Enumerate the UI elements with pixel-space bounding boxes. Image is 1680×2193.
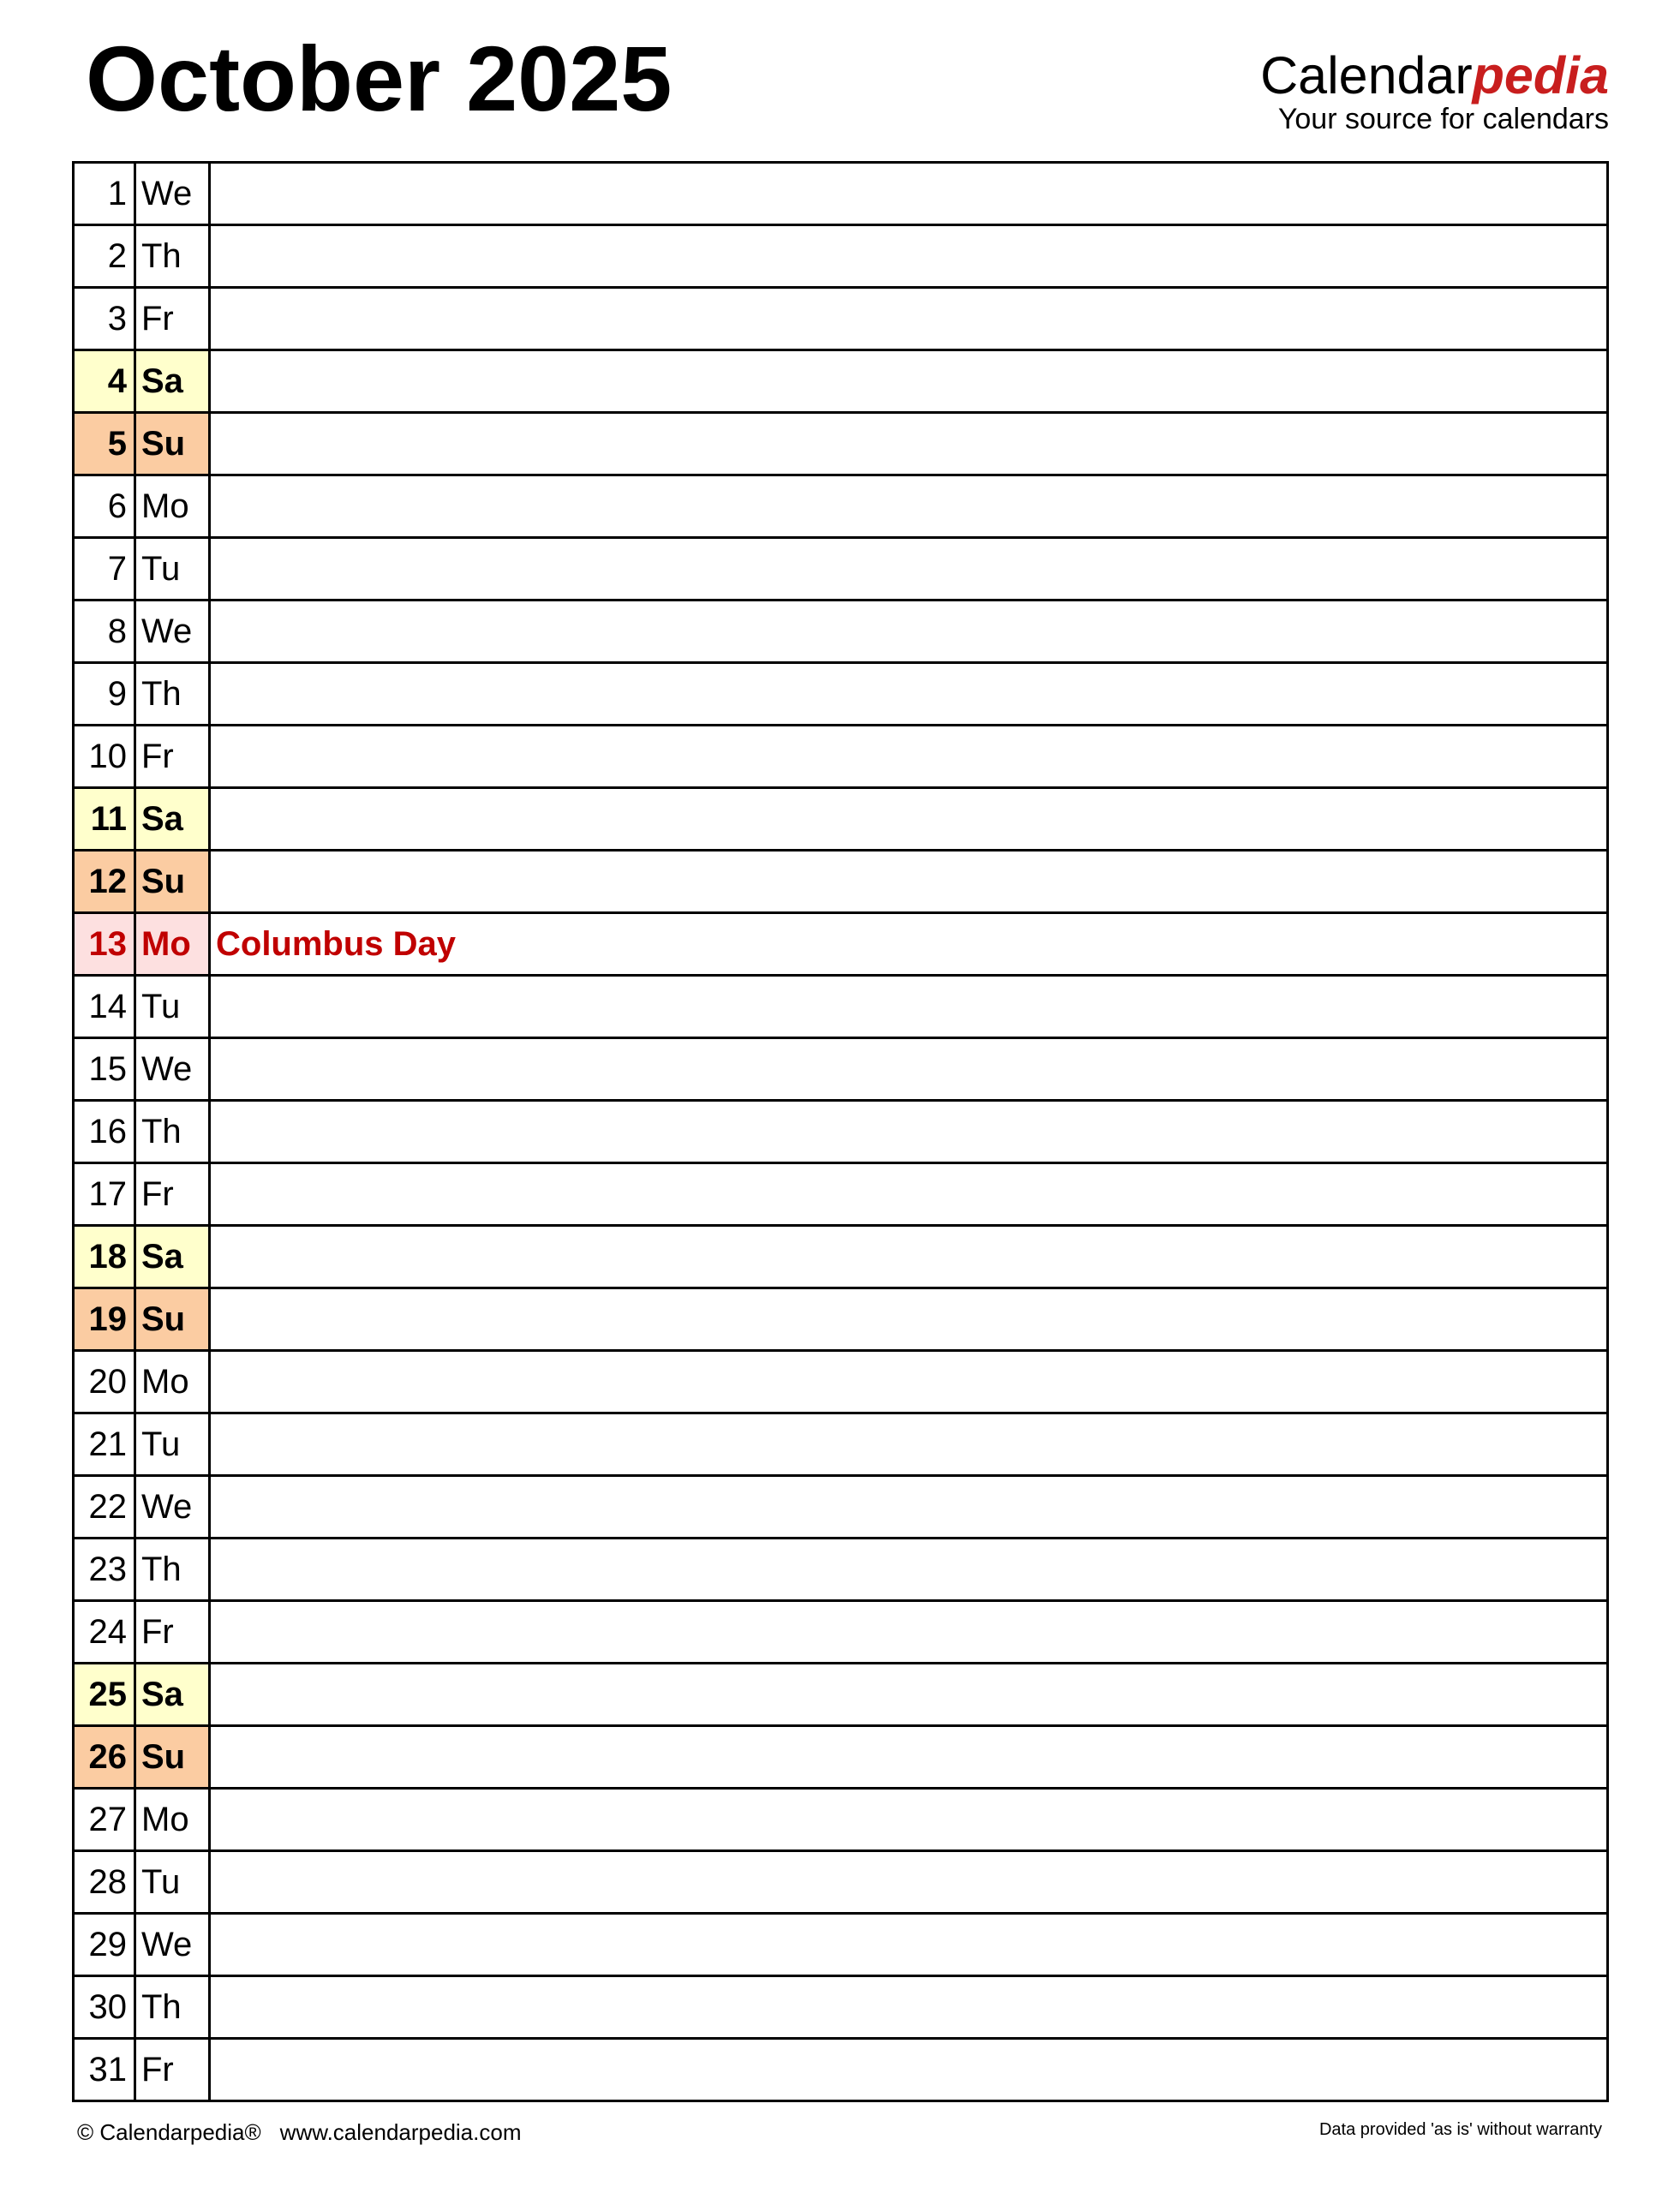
- weekday: Sa: [136, 351, 211, 411]
- footer-disclaimer: Data provided 'as is' without warranty: [1318, 2120, 1602, 2139]
- day-number: 27: [75, 1790, 136, 1849]
- day-number: 12: [75, 852, 136, 911]
- day-number: 21: [75, 1414, 136, 1474]
- day-row: [75, 289, 1606, 351]
- day-number: 8: [75, 601, 136, 661]
- note-cell[interactable]: [211, 1915, 1606, 1975]
- note-cell[interactable]: [211, 1602, 1606, 1662]
- day-number: 28: [75, 1852, 136, 1912]
- day-number: 23: [75, 1539, 136, 1599]
- day-row: [75, 351, 1606, 414]
- calendar-grid: [72, 161, 1609, 2102]
- weekday: Th: [136, 1102, 211, 1162]
- day-row: [75, 476, 1606, 539]
- day-row: [75, 1289, 1606, 1352]
- day-number: 4: [75, 351, 136, 411]
- day-row: [75, 601, 1606, 664]
- footer-left: [77, 2119, 521, 2146]
- day-row: [75, 2040, 1606, 2102]
- day-row: [75, 414, 1606, 476]
- note-cell[interactable]: [211, 1102, 1606, 1162]
- day-number: 18: [75, 1227, 136, 1287]
- day-number: 16: [75, 1102, 136, 1162]
- note-cell[interactable]: [211, 977, 1606, 1037]
- weekday: Fr: [136, 2040, 211, 2100]
- day-row: [75, 1539, 1606, 1602]
- note-cell[interactable]: [211, 1664, 1606, 1724]
- day-row: [75, 1852, 1606, 1915]
- brand-name-accent: pedia: [1472, 46, 1609, 105]
- day-row: [75, 1477, 1606, 1539]
- weekday: Fr: [136, 1602, 211, 1662]
- day-number: 9: [75, 664, 136, 724]
- day-number: 2: [75, 226, 136, 286]
- day-number: 6: [75, 476, 136, 536]
- weekday: Fr: [136, 289, 211, 349]
- note-cell[interactable]: [211, 289, 1606, 349]
- brand-tagline: Your source for calendars: [1277, 103, 1609, 135]
- day-row: [75, 1664, 1606, 1727]
- note-cell[interactable]: [211, 1227, 1606, 1287]
- weekday: Th: [136, 664, 211, 724]
- note-cell[interactable]: [211, 1727, 1606, 1787]
- day-row: [75, 164, 1606, 226]
- day-row: [75, 1352, 1606, 1414]
- note-cell[interactable]: [211, 601, 1606, 661]
- day-row: [75, 914, 1606, 977]
- day-row: [75, 977, 1606, 1039]
- day-number: 7: [75, 539, 136, 599]
- weekday: Su: [136, 1727, 211, 1787]
- day-number: 30: [75, 1977, 136, 2037]
- weekday: Th: [136, 1977, 211, 2037]
- day-row: [75, 1039, 1606, 1102]
- weekday: Th: [136, 226, 211, 286]
- note-cell[interactable]: [211, 1352, 1606, 1412]
- day-row: [75, 226, 1606, 289]
- weekday: Fr: [136, 1164, 211, 1224]
- weekday: Sa: [136, 1664, 211, 1724]
- note-cell[interactable]: [211, 539, 1606, 599]
- weekday: Mo: [136, 914, 211, 974]
- note-cell[interactable]: [211, 1414, 1606, 1474]
- note-cell[interactable]: [211, 1039, 1606, 1099]
- day-row: [75, 1414, 1606, 1477]
- weekday: Mo: [136, 1790, 211, 1849]
- brand-logo: [1260, 46, 1609, 135]
- day-row: [75, 1727, 1606, 1790]
- weekday: We: [136, 601, 211, 661]
- day-number: 20: [75, 1352, 136, 1412]
- note-cell[interactable]: [211, 1164, 1606, 1224]
- weekday: We: [136, 1477, 211, 1537]
- note-cell[interactable]: [211, 414, 1606, 474]
- day-row: [75, 664, 1606, 726]
- day-number: 11: [75, 789, 136, 849]
- weekday: We: [136, 1039, 211, 1099]
- day-number: 1: [75, 164, 136, 224]
- weekday: Fr: [136, 726, 211, 786]
- day-row: [75, 1164, 1606, 1227]
- weekday: Mo: [136, 1352, 211, 1412]
- day-row: [75, 1602, 1606, 1664]
- brand-name: [1260, 46, 1609, 105]
- day-number: 26: [75, 1727, 136, 1787]
- note-cell[interactable]: [211, 164, 1606, 224]
- day-number: 25: [75, 1664, 136, 1724]
- weekday: Tu: [136, 1852, 211, 1912]
- day-row: [75, 726, 1606, 789]
- footer-url-link[interactable]: www.calendarpedia.com: [279, 2119, 522, 2145]
- note-cell[interactable]: [211, 226, 1606, 286]
- day-number: 13: [75, 914, 136, 974]
- day-row: [75, 1102, 1606, 1164]
- footer-copyright: © Calendarpedia®: [77, 2119, 261, 2145]
- weekday: Su: [136, 414, 211, 474]
- note-cell[interactable]: [211, 1477, 1606, 1537]
- day-number: 15: [75, 1039, 136, 1099]
- day-row: [75, 852, 1606, 914]
- day-row: [75, 539, 1606, 601]
- day-number: 5: [75, 414, 136, 474]
- day-number: 31: [75, 2040, 136, 2100]
- day-row: [75, 1790, 1606, 1852]
- note-cell[interactable]: [211, 1852, 1606, 1912]
- day-number: 17: [75, 1164, 136, 1224]
- note-cell[interactable]: [211, 1790, 1606, 1849]
- day-number: 19: [75, 1289, 136, 1349]
- weekday: Su: [136, 1289, 211, 1349]
- day-number: 14: [75, 977, 136, 1037]
- day-row: [75, 1915, 1606, 1977]
- day-row: [75, 1227, 1606, 1289]
- weekday: Th: [136, 1539, 211, 1599]
- note-cell[interactable]: [211, 351, 1606, 411]
- note-cell[interactable]: [211, 726, 1606, 786]
- day-number: 29: [75, 1915, 136, 1975]
- note-cell[interactable]: [211, 476, 1606, 536]
- weekday: Tu: [136, 977, 211, 1037]
- weekday: Tu: [136, 539, 211, 599]
- day-number: 3: [75, 289, 136, 349]
- holiday-note[interactable]: Columbus Day: [216, 925, 457, 963]
- weekday: We: [136, 164, 211, 224]
- day-number: 22: [75, 1477, 136, 1537]
- weekday: Sa: [136, 1227, 211, 1287]
- weekday: Sa: [136, 789, 211, 849]
- note-cell[interactable]: [211, 1977, 1606, 2037]
- weekday: We: [136, 1915, 211, 1975]
- note-cell[interactable]: [211, 789, 1606, 849]
- day-number: 10: [75, 726, 136, 786]
- note-cell[interactable]: [211, 852, 1606, 911]
- day-row: [75, 1977, 1606, 2040]
- day-row: [75, 789, 1606, 852]
- weekday: Tu: [136, 1414, 211, 1474]
- note-cell[interactable]: [211, 2040, 1606, 2100]
- weekday: Mo: [136, 476, 211, 536]
- note-cell[interactable]: [211, 1539, 1606, 1599]
- weekday: Su: [136, 852, 211, 911]
- note-cell[interactable]: [211, 664, 1606, 724]
- page-title: October 2025: [86, 27, 673, 130]
- day-number: 24: [75, 1602, 136, 1662]
- brand-name-main: Calendar: [1260, 46, 1473, 105]
- note-cell[interactable]: [211, 1289, 1606, 1349]
